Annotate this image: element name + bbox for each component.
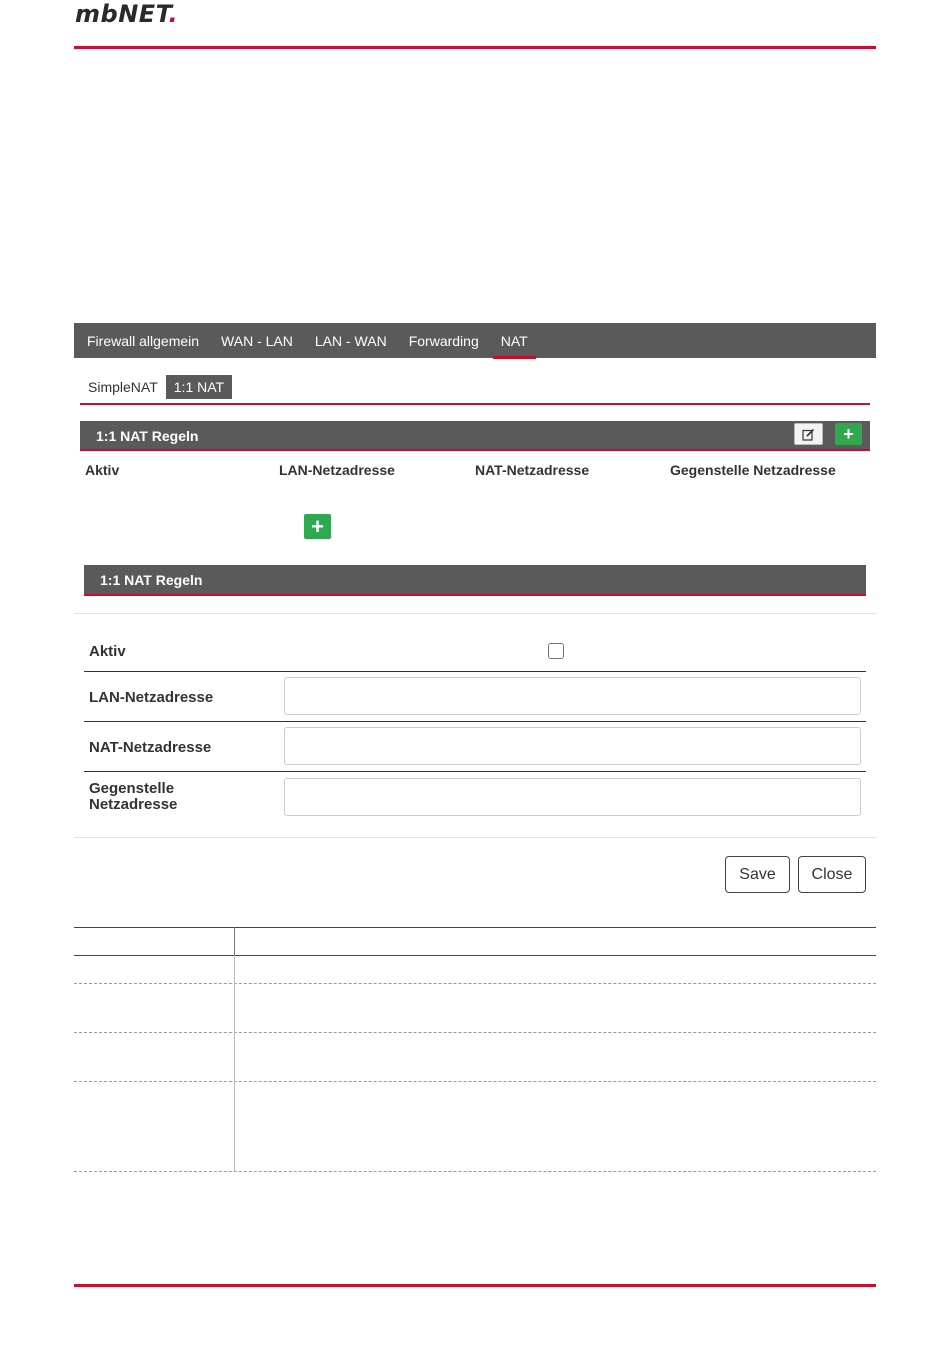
edit-icon bbox=[802, 428, 815, 441]
subtab-1to1-nat[interactable]: 1:1 NAT bbox=[166, 375, 232, 399]
table-rule bbox=[74, 983, 876, 984]
nat-netzadresse-input[interactable] bbox=[284, 727, 861, 765]
logo-dot: . bbox=[168, 0, 179, 28]
modal-header bbox=[84, 565, 866, 596]
label-gegenstelle-line1: Gegenstelle bbox=[89, 780, 175, 797]
table-rule bbox=[74, 955, 876, 956]
footer-rule bbox=[74, 1284, 876, 1287]
label-aktiv: Aktiv bbox=[89, 643, 126, 660]
label-nat-netzadresse: NAT-Netzadresse bbox=[89, 739, 212, 756]
save-button[interactable]: Save bbox=[725, 856, 790, 893]
subtab-simplenat[interactable]: SimpleNAT bbox=[88, 378, 158, 395]
tab-wan-lan[interactable]: WAN - LAN bbox=[221, 332, 293, 349]
table-rule bbox=[74, 1032, 876, 1033]
table-rule bbox=[74, 1081, 876, 1082]
modal-title: 1:1 NAT Regeln bbox=[100, 572, 203, 588]
table-rule bbox=[74, 1171, 876, 1172]
tab-firewall-allgemein[interactable]: Firewall allgemein bbox=[87, 332, 200, 349]
gegenstelle-netzadresse-input[interactable] bbox=[284, 778, 861, 816]
close-button[interactable]: Close bbox=[798, 856, 866, 893]
header-rule bbox=[74, 46, 876, 49]
plus-icon: + bbox=[843, 423, 854, 444]
tab-nat[interactable]: NAT bbox=[500, 332, 528, 349]
label-gegenstelle-line2: Netzadresse bbox=[89, 796, 178, 813]
rules-panel-header bbox=[80, 421, 870, 451]
row-divider bbox=[84, 771, 866, 772]
add-rule-button[interactable] bbox=[835, 423, 862, 445]
subtab-rule bbox=[80, 403, 870, 405]
plus-icon: + bbox=[311, 513, 324, 539]
add-row-button[interactable] bbox=[304, 514, 331, 539]
modal-divider-bottom bbox=[74, 837, 876, 838]
column-lan-netzadresse: LAN-Netzadresse bbox=[279, 462, 395, 478]
table-rule bbox=[74, 927, 876, 928]
logo-text: mbNET bbox=[75, 0, 169, 28]
main-nav bbox=[74, 323, 876, 358]
tab-lan-wan[interactable]: LAN - WAN bbox=[314, 332, 387, 349]
rules-panel-title: 1:1 NAT Regeln bbox=[96, 428, 199, 444]
aktiv-checkbox[interactable] bbox=[548, 643, 564, 659]
tab-forwarding[interactable]: Forwarding bbox=[408, 332, 479, 349]
row-divider bbox=[84, 721, 866, 722]
row-divider bbox=[84, 671, 866, 672]
column-aktiv: Aktiv bbox=[85, 462, 120, 478]
modal-divider-top bbox=[74, 613, 876, 614]
table-column-divider bbox=[234, 955, 235, 1171]
lan-netzadresse-input[interactable] bbox=[284, 677, 861, 715]
edit-button[interactable] bbox=[794, 423, 823, 445]
label-lan-netzadresse: LAN-Netzadresse bbox=[89, 689, 214, 706]
table-column-divider bbox=[234, 927, 235, 955]
column-nat-netzadresse: NAT-Netzadresse bbox=[475, 462, 590, 478]
column-gegenstelle-netzadresse: Gegenstelle Netzadresse bbox=[670, 462, 836, 478]
nat-subtabs bbox=[80, 373, 232, 400]
mbnet-logo bbox=[75, 0, 178, 28]
label-gegenstelle-netzadresse bbox=[89, 781, 177, 813]
